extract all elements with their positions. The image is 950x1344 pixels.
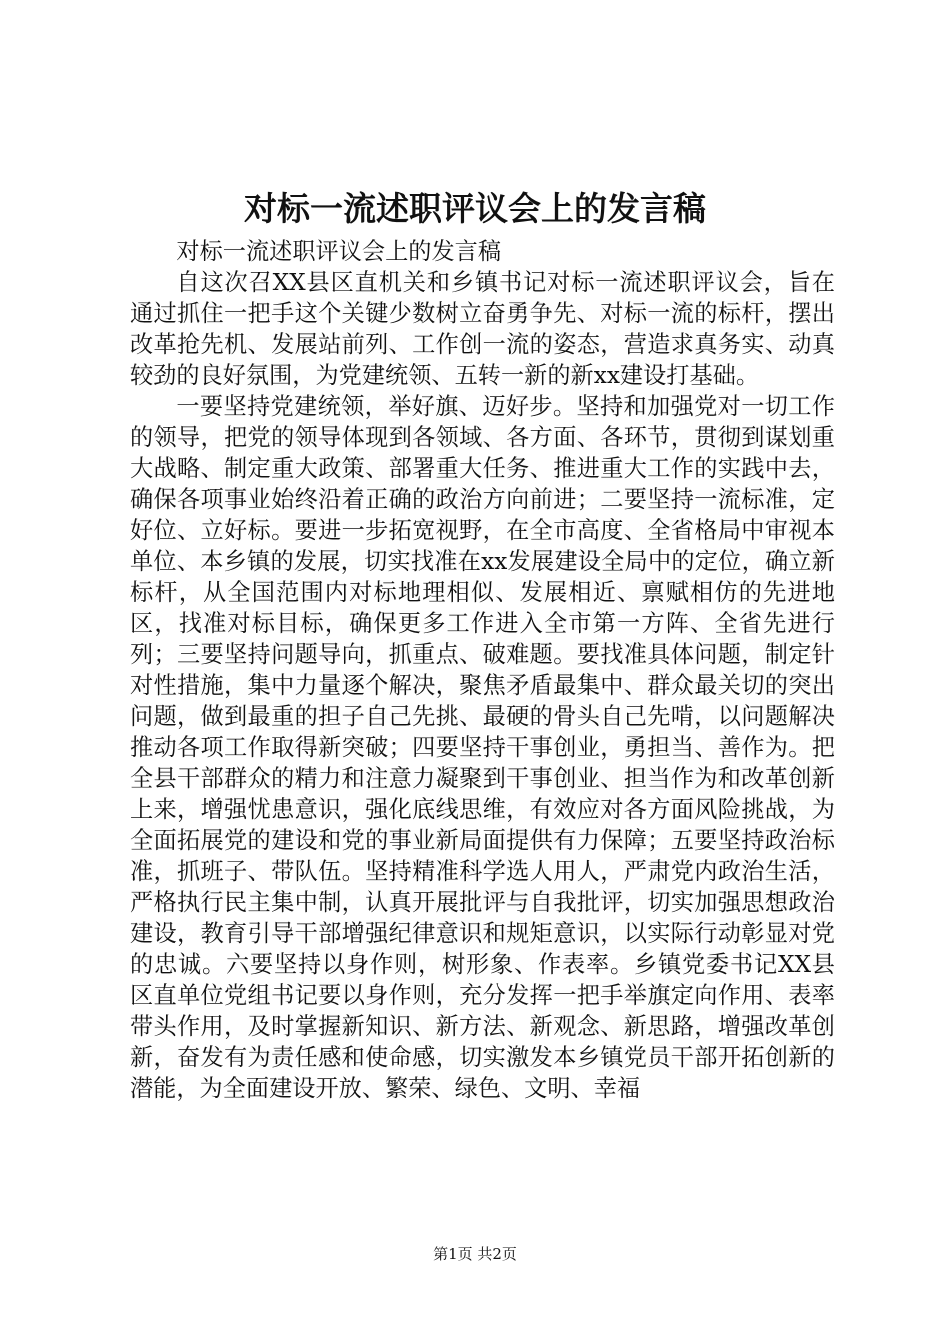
paragraph-subtitle: 对标一流述职评议会上的发言稿 (176, 238, 502, 265)
paragraph-intro: 自这次召XX县区直机关和乡镇书记对标一流述职评议会，旨在通过抓住一把手这个关键少数树立奋勇争先、对标一流的标杆，摆出改革抢先机、发展站前列、工作创一流的姿态，营造求真务实、动真较劲的良好氛围，为党建统领、五转一新的新xx建设打基础。 (130, 269, 835, 389)
paragraph-main: 一要坚持党建统领，举好旗、迈好步。坚持和加强党对一切工作的领导，把党的领导体现到各领域、各方面、各环节，贯彻到谋划重大战略、制定重大政策、部署重大任务、推进重大工作的实践中去，确保各项事业始终沿着正确的政治方向前进；二要坚持一流标准，定好位、立好标。要进一步拓宽视野，在全市高度、全省格局中审视本单位、本乡镇的发展，切实找准在xx发展建设全局中的定位，确立新标杆，从全国范围内对标地理相似、发展相近、禀赋相仿的先进地区，找准对标目标，确保更多工作进入全市第一方阵、全省先进行列；三要坚持问题导向，抓重点、破难题。要找准具体问题，制定针对性措施，集中力量逐个解决，聚焦矛盾最集中、群众最关切的突出问题，做到最重的担子自己先挑、最硬的骨头自己先啃，以问题解决推动各项工作取得新突破；四要坚持干事创业，勇担当、善作为。把全县干部群众的精力和注意力凝聚到干事创业、担当作为和改革创新上来，增强忧患意识，强化底线思维，有效应对各方面风险挑战，为全面拓展党的建设和党的事业新局面提供有力保障；五要坚持政治标准，抓班子、带队伍。坚持精准科学选人用人，严肃党内政治生活，严格执行民主集中制，认真开展批评与自我批评，切实加强思想政治建设，教育引导干部增强纪律意识和规矩意识，以实际行动彰显对党的忠诚。六要坚持以身作则，树形象、作表率。乡镇党委书记XX县区直单位党组书记要以身作则，充分发挥一把手举旗定向作用、表率带头作用，及时掌握新知识、新方法、新观念、新思路，增强改革创新，奋发有为责任感和使命感，切实激发本乡镇党员干部开拓创新的潜能，为全面建设开放、繁荣、绿色、文明、幸福 (130, 393, 835, 1102)
page-footer: 第1页 共2页 (433, 1245, 517, 1263)
document-body (130, 236, 835, 1104)
document-title: 对标一流述职评议会上的发言稿 (244, 189, 706, 228)
